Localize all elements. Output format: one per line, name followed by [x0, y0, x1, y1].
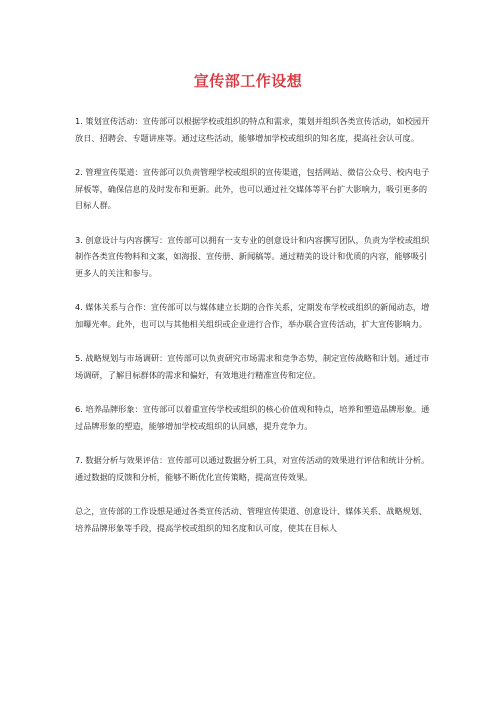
document-title: 宣传部工作设想	[193, 72, 303, 90]
paragraph-6: 6. 培养品牌形象：宣传部可以着重宣传学校或组织的核心价值观和特点，培养和塑造品牌形象。通过品牌形象的塑造，能够增加学校或组织的认同感，提升竞争力。	[75, 404, 430, 431]
paragraph-2: 2. 管理宣传渠道：宣传部可以负责管理学校或组织的宣传渠道，包括网站、微信公众号、校内电子屏板等，确保信息的及时发布和更新。此外，也可以通过社交媒体等平台扩大影响力，吸引更多的目标人群。	[75, 167, 430, 210]
paragraph-5: 5. 战略规划与市场调研：宣传部可以负责研究市场需求和竞争态势，制定宣传战略和计划。通过市场调研，了解目标群体的需求和偏好，有效地进行精准宣传和定位。	[75, 353, 430, 380]
paragraph-7: 7. 数据分析与效果评估：宣传部可以通过数据分析工具，对宣传活动的效果进行评估和统计分析。通过数据的反馈和分析，能够不断优化宣传策略，提高宣传效果。	[75, 455, 430, 482]
paragraph-4: 4. 媒体关系与合作：宣传部可以与媒体建立长期的合作关系，定期发布学校或组织的新闻动态，增加曝光率。此外，也可以与其他相关组织或企业进行合作，举办联合宣传活动，扩大宣传影响力。	[75, 302, 430, 329]
paragraph-3: 3. 创意设计与内容撰写：宣传部可以拥有一支专业的创意设计和内容撰写团队，负责为学校或组织制作各类宣传物料和文案，如海报、宣传册、新闻稿等。通过精美的设计和优质的内容，能够吸引更多人的关注和参与。	[75, 234, 430, 278]
paragraph-summary: 总之，宣传部的工作设想是通过各类宣传活动、管理宣传渠道、创意设计、媒体关系、战略规划、培养品牌形象等手段，提高学校或组织的知名度和认可度，使其在目标人	[75, 506, 428, 533]
paragraph-1: 1. 策划宣传活动：宣传部可以根据学校或组织的特点和需求，策划并组织各类宣传活动，如校园开放日、招聘会、专题讲座等。通过这些活动，能够增加学校或组织的知名度，提高社会认可度。	[75, 116, 430, 143]
document-body	[75, 113, 435, 554]
